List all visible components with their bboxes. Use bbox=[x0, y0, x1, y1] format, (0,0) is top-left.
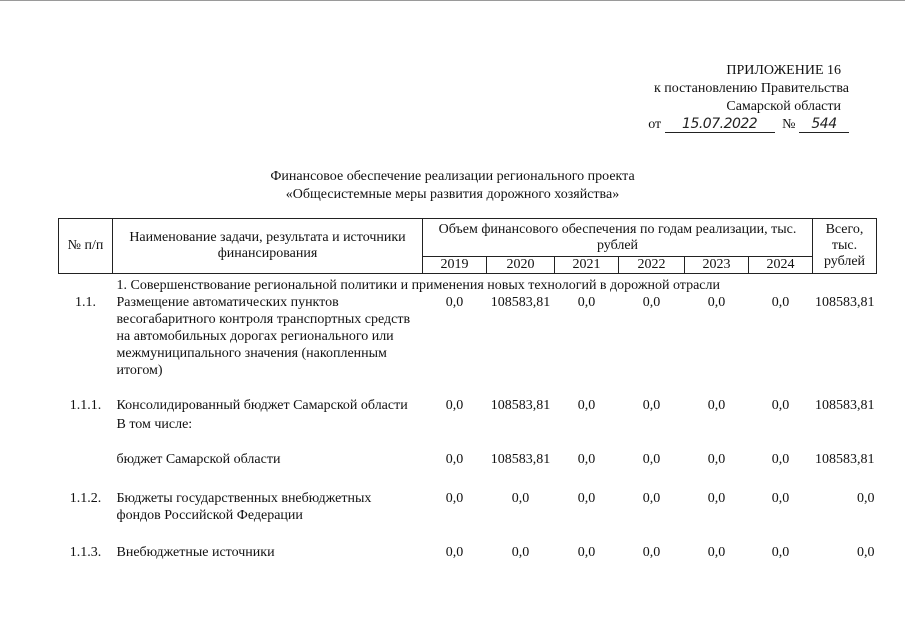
number-prefix: № bbox=[782, 117, 796, 132]
value-2023: 0,0 bbox=[707, 398, 726, 413]
page-top-edge bbox=[0, 0, 905, 1]
header-name: Наименование задачи, результата и источники финансирования bbox=[113, 219, 423, 274]
table-row bbox=[59, 490, 877, 524]
value-2024: 0,0 bbox=[771, 398, 790, 413]
value-2022: 0,0 bbox=[642, 452, 661, 467]
header-year: 2024 bbox=[749, 257, 813, 274]
header-num: № п/п bbox=[59, 219, 113, 274]
row-number bbox=[59, 451, 113, 468]
value-2019: 0,0 bbox=[445, 452, 464, 467]
value-2021: 0,0 bbox=[577, 452, 596, 467]
row-number bbox=[59, 414, 113, 433]
appendix-region: Самарской области bbox=[726, 99, 841, 114]
date-prefix: от bbox=[648, 117, 662, 132]
appendix-date-line bbox=[648, 116, 849, 136]
value-2022: 0,0 bbox=[642, 545, 661, 560]
value-2023: 0,0 bbox=[707, 452, 726, 467]
handwritten-date: 15.07.2022 bbox=[665, 116, 775, 133]
row-name: Бюджеты государственных внебюджетных фондов Российской Федерации bbox=[116, 491, 372, 523]
value-2020: 108583,81 bbox=[490, 295, 551, 310]
value-2023: 0,0 bbox=[707, 545, 726, 560]
value-2024: 0,0 bbox=[771, 295, 790, 310]
row-name: бюджет Самарской области bbox=[116, 452, 281, 467]
header-year: 2019 bbox=[423, 257, 487, 274]
row-number: 1.1.3. bbox=[69, 545, 102, 560]
title-line-2: «Общесистемные меры развития дорожного хозяйства» bbox=[285, 187, 620, 202]
value-2022: 0,0 bbox=[642, 398, 661, 413]
row-name: Внебюджетные источники bbox=[116, 545, 275, 560]
value-2020: 108583,81 bbox=[490, 398, 551, 413]
row-number: 1.1.2. bbox=[69, 491, 102, 506]
value-2021: 0,0 bbox=[577, 545, 596, 560]
value-2023: 0,0 bbox=[707, 491, 726, 506]
value-2019: 0,0 bbox=[445, 398, 464, 413]
row-name: Размещение автоматических пунктов весогабаритного контроля транспортных средств на автомобильных дорогах регионального или межмуниципального значения (накопленным итогом) bbox=[116, 295, 411, 378]
value-2019: 0,0 bbox=[445, 491, 464, 506]
value-2021: 0,0 bbox=[577, 491, 596, 506]
value-2022: 0,0 bbox=[642, 491, 661, 506]
value-2023: 0,0 bbox=[707, 295, 726, 310]
header-year: 2021 bbox=[555, 257, 619, 274]
section-heading: 1. Совершенствование региональной политики и применения новых технологий в дорожной отрасли bbox=[116, 278, 720, 293]
handwritten-number: 544 bbox=[799, 116, 849, 133]
value-2024: 0,0 bbox=[771, 491, 790, 506]
appendix-title: ПРИЛОЖЕНИЕ 16 bbox=[726, 63, 841, 78]
row-total: 108583,81 bbox=[815, 295, 875, 310]
value-2021: 0,0 bbox=[577, 398, 596, 413]
appendix-block bbox=[648, 62, 849, 136]
value-2024: 0,0 bbox=[771, 452, 790, 467]
table-row bbox=[59, 451, 877, 468]
header-volume: Объем финансового обеспечения по годам реализации, тыс. рублей bbox=[423, 219, 813, 257]
row-name: Консолидированный бюджет Самарской области bbox=[116, 398, 408, 413]
table-row bbox=[59, 294, 877, 379]
title-line-1: Финансовое обеспечение реализации регионального проекта bbox=[270, 169, 635, 184]
table-row bbox=[59, 544, 877, 561]
row-name: В том числе: bbox=[116, 417, 193, 432]
value-2024: 0,0 bbox=[771, 545, 790, 560]
value-2020: 108583,81 bbox=[490, 452, 551, 467]
header-total: Всего, тыс. рублей bbox=[813, 219, 877, 274]
table-row bbox=[59, 397, 877, 414]
header-year: 2023 bbox=[685, 257, 749, 274]
value-2020: 0,0 bbox=[511, 545, 530, 560]
value-2019: 0,0 bbox=[445, 545, 464, 560]
header-year: 2022 bbox=[619, 257, 685, 274]
header-year: 2020 bbox=[487, 257, 555, 274]
row-number: 1.1.1. bbox=[69, 398, 102, 413]
row-total: 108583,81 bbox=[815, 452, 875, 467]
document-title bbox=[0, 168, 905, 204]
financing-table bbox=[58, 218, 877, 561]
row-total: 108583,81 bbox=[815, 398, 875, 413]
value-2021: 0,0 bbox=[577, 295, 596, 310]
row-total: 0,0 bbox=[857, 491, 875, 506]
value-2022: 0,0 bbox=[642, 295, 661, 310]
value-2019: 0,0 bbox=[445, 295, 464, 310]
value-2020: 0,0 bbox=[511, 491, 530, 506]
table-row bbox=[59, 414, 877, 433]
row-number: 1.1. bbox=[75, 295, 96, 310]
row-total: 0,0 bbox=[857, 545, 875, 560]
appendix-resolution: к постановлению Правительства bbox=[653, 81, 849, 96]
